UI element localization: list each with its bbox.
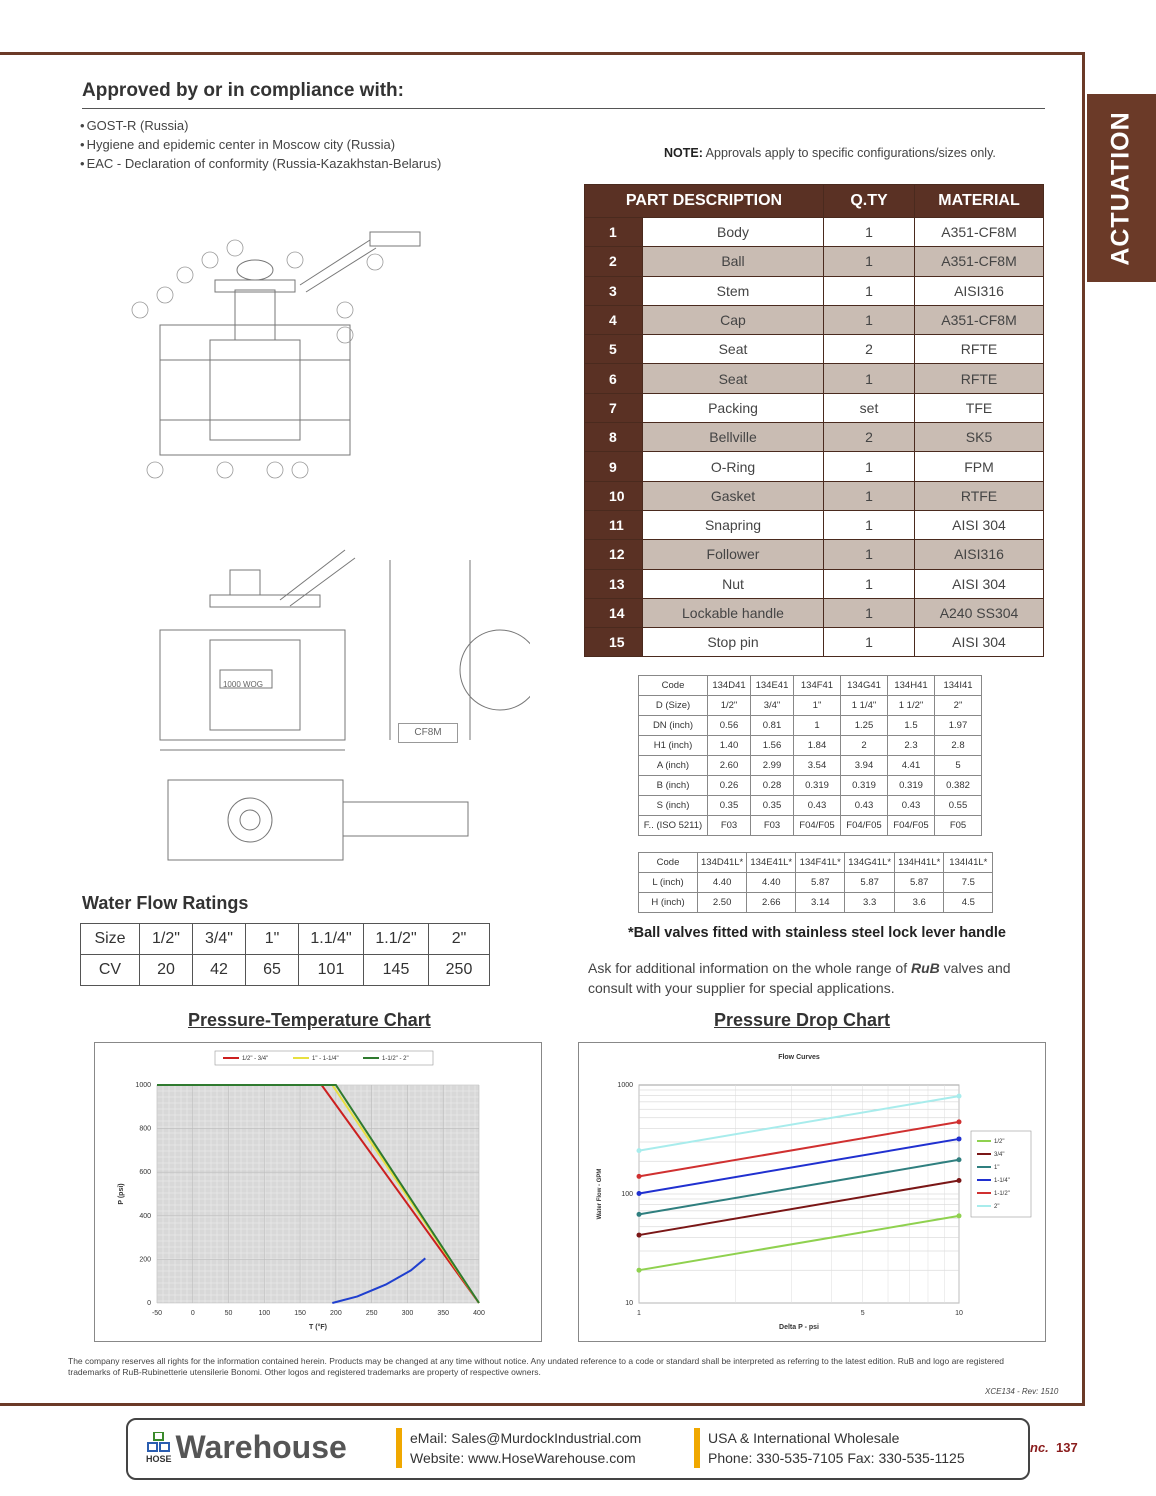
part-description: Stop pin xyxy=(643,628,824,657)
table-row xyxy=(639,736,982,756)
additional-info-text: Ask for additional information on the whole range of RuB valves and consult with your supplier for special applications. xyxy=(588,960,1011,996)
parts-row xyxy=(585,628,1044,657)
x-tick-label: 200 xyxy=(330,1310,342,1317)
part-material: SK5 xyxy=(915,423,1044,452)
parts-row xyxy=(585,452,1044,481)
part-description: Packing xyxy=(643,393,824,422)
table-cell: 1.5 xyxy=(888,716,935,736)
table-cell: 250 xyxy=(429,955,490,986)
part-qty: 1 xyxy=(824,510,915,539)
table-cell: H1 (inch) xyxy=(639,736,708,756)
table-cell: Size xyxy=(81,924,140,955)
table-row xyxy=(639,796,982,816)
table-cell: 2 xyxy=(841,736,888,756)
y-tick-label: 400 xyxy=(139,1212,151,1220)
table-cell: 145 xyxy=(364,955,429,986)
y-axis-label: Water Flow - GPM xyxy=(597,1168,603,1220)
approvals-heading: Approved by or in compliance with: xyxy=(82,80,404,101)
table-row xyxy=(639,873,993,893)
y-tick-label: 200 xyxy=(139,1256,151,1264)
legend-label: 1" - 1-1/4" xyxy=(312,1056,339,1062)
lever-note: *Ball valves fitted with stainless steel lock lever handle xyxy=(628,925,1006,941)
table-cell: 134G41 xyxy=(841,676,888,696)
approval-item: • EAC - Declaration of conformity (Russia-Kazakhstan-Belarus) xyxy=(80,154,441,173)
series-point xyxy=(957,1213,962,1218)
part-qty: set xyxy=(824,393,915,422)
part-qty: 1 xyxy=(824,452,915,481)
part-description: Follower xyxy=(643,540,824,569)
x-tick-label: 1 xyxy=(637,1310,641,1317)
series-point xyxy=(637,1174,642,1179)
table-cell: 0.26 xyxy=(708,776,751,796)
table-cell: 4.41 xyxy=(888,756,935,776)
series-point xyxy=(957,1136,962,1141)
part-number: 10 xyxy=(585,481,643,510)
table-cell: 0.35 xyxy=(751,796,794,816)
hose-warehouse-logo xyxy=(146,1430,347,1464)
legend-label: 1/2" xyxy=(994,1139,1005,1145)
part-material: AISI316 xyxy=(915,276,1044,305)
logo-small-text: HOSE xyxy=(146,1454,172,1464)
part-number: 9 xyxy=(585,452,643,481)
table-cell: 134E41 xyxy=(751,676,794,696)
parts-header-row xyxy=(585,185,1044,218)
part-number: 6 xyxy=(585,364,643,393)
series-point xyxy=(637,1268,642,1273)
y-tick-label: 1000 xyxy=(135,1082,151,1089)
part-description: Snapring xyxy=(643,510,824,539)
table-cell: 1" xyxy=(794,696,841,716)
parts-row xyxy=(585,393,1044,422)
part-number: 2 xyxy=(585,247,643,276)
table-cell: 3.6 xyxy=(895,893,944,913)
valve-dimension-drawing xyxy=(130,540,530,870)
table-cell: 1/2" xyxy=(140,924,193,955)
part-description: Body xyxy=(643,218,824,247)
table-row xyxy=(639,853,993,873)
part-material: A240 SS304 xyxy=(915,598,1044,627)
part-qty: 1 xyxy=(824,540,915,569)
table-cell: 0.319 xyxy=(794,776,841,796)
parts-row xyxy=(585,247,1044,276)
table-cell: 134I41L* xyxy=(944,853,993,873)
water-flow-heading: Water Flow Ratings xyxy=(82,893,249,913)
pressure-temperature-chart xyxy=(95,1043,541,1341)
series-point xyxy=(957,1178,962,1183)
table-cell: 0.43 xyxy=(794,796,841,816)
table-cell: 3.94 xyxy=(841,756,888,776)
table-row xyxy=(639,776,982,796)
table-cell: 0.35 xyxy=(708,796,751,816)
table-cell: 134E41L* xyxy=(747,853,796,873)
part-material: A351-CF8M xyxy=(915,305,1044,334)
table-cell: F04/F05 xyxy=(841,816,888,836)
phone-block xyxy=(694,1428,965,1468)
y-axis-label: P (psi) xyxy=(118,1183,125,1205)
table-cell: 134I41 xyxy=(935,676,982,696)
approval-item: • Hygiene and epidemic center in Moscow city (Russia) xyxy=(80,135,441,154)
parts-row xyxy=(585,423,1044,452)
table-cell: 0.55 xyxy=(935,796,982,816)
x-tick-label: 300 xyxy=(401,1310,414,1317)
x-tick-label: -50 xyxy=(151,1310,163,1317)
parts-row xyxy=(585,276,1044,305)
table-cell: 1.56 xyxy=(751,736,794,756)
parts-row xyxy=(585,364,1044,393)
part-number: 5 xyxy=(585,335,643,364)
part-material: RFTE xyxy=(915,364,1044,393)
approval-note: NOTE: Approvals apply to specific configurations/sizes only. xyxy=(664,146,996,160)
table-cell: 4.40 xyxy=(698,873,747,893)
email-link[interactable]: eMail: Sales@MurdockIndustrial.com xyxy=(410,1430,642,1446)
lever-dimensions-table xyxy=(638,852,993,913)
part-material: AISI316 xyxy=(915,540,1044,569)
table-cell: 134F41 xyxy=(794,676,841,696)
part-qty: 1 xyxy=(824,598,915,627)
table-cell: 5.87 xyxy=(845,873,895,893)
table-cell: B (inch) xyxy=(639,776,708,796)
parts-row xyxy=(585,510,1044,539)
part-number: 12 xyxy=(585,540,643,569)
pressure-drop-chart xyxy=(579,1043,1045,1341)
table-cell: 0.28 xyxy=(751,776,794,796)
table-cell: 1.1/2" xyxy=(364,924,429,955)
parts-row xyxy=(585,598,1044,627)
approval-item: • GOST-R (Russia) xyxy=(80,116,441,135)
table-cell: A (inch) xyxy=(639,756,708,776)
y-tick-label: 0 xyxy=(147,1300,151,1307)
table-cell: 2" xyxy=(429,924,490,955)
table-cell: 3.14 xyxy=(796,893,845,913)
pd-chart-title: Pressure Drop Chart xyxy=(714,1010,891,1030)
table-cell: Code xyxy=(639,853,698,873)
water-flow-table xyxy=(80,923,490,986)
table-cell: H (inch) xyxy=(639,893,698,913)
x-tick-label: 350 xyxy=(437,1310,450,1317)
part-description: Cap xyxy=(643,305,824,334)
y-tick-label: 1000 xyxy=(617,1082,633,1089)
part-material: A351-CF8M xyxy=(915,247,1044,276)
table-cell: 5 xyxy=(935,756,982,776)
legend-label: 3/4" xyxy=(994,1152,1005,1158)
table-cell: 134D41 xyxy=(708,676,751,696)
table-cell: 5.87 xyxy=(895,873,944,893)
chart-subtitle: Flow Curves xyxy=(778,1054,820,1061)
table-cell: 1.25 xyxy=(841,716,888,736)
x-tick-label: 100 xyxy=(258,1310,271,1317)
table-cell: 1 xyxy=(794,716,841,736)
part-material: FPM xyxy=(915,452,1044,481)
x-tick-label: 10 xyxy=(955,1310,963,1317)
table-cell: 0.43 xyxy=(888,796,935,816)
pt-chart-title: Pressure-Temperature Chart xyxy=(188,1010,431,1030)
part-number: 4 xyxy=(585,305,643,334)
table-cell: 0.382 xyxy=(935,776,982,796)
x-tick-label: 150 xyxy=(294,1310,306,1317)
table-cell: 0.56 xyxy=(708,716,751,736)
table-cell: 134H41L* xyxy=(895,853,944,873)
table-cell: F03 xyxy=(708,816,751,836)
table-row xyxy=(639,676,982,696)
dimensions-table xyxy=(638,675,982,836)
table-row xyxy=(639,696,982,716)
logo-text: Warehouse xyxy=(175,1429,347,1465)
part-number: 15 xyxy=(585,628,643,657)
series-point xyxy=(957,1119,962,1124)
table-cell: 2.8 xyxy=(935,736,982,756)
body-mark: 1000 WOG xyxy=(222,680,263,689)
part-number: 14 xyxy=(585,598,643,627)
part-qty: 1 xyxy=(824,481,915,510)
table-cell: 2" xyxy=(935,696,982,716)
series-point xyxy=(637,1212,642,1217)
part-number: 1 xyxy=(585,218,643,247)
section-tab: ACTUATION xyxy=(1087,94,1156,282)
pt-chart-box xyxy=(94,1042,542,1342)
part-description: Gasket xyxy=(643,481,824,510)
table-cell: 3.54 xyxy=(794,756,841,776)
table-cell: F04/F05 xyxy=(794,816,841,836)
revision-code: XCE134 - Rev: 1510 xyxy=(985,1387,1059,1396)
table-row xyxy=(639,893,993,913)
parts-row xyxy=(585,335,1044,364)
table-cell: 1.97 xyxy=(935,716,982,736)
table-cell: 1" xyxy=(246,924,299,955)
table-cell: 4.40 xyxy=(747,873,796,893)
table-cell: 134H41 xyxy=(888,676,935,696)
approvals-list xyxy=(80,116,441,173)
x-tick-label: 400 xyxy=(473,1310,485,1317)
table-cell: 1 1/4" xyxy=(841,696,888,716)
table-cell: 2.66 xyxy=(747,893,796,913)
header-material: MATERIAL xyxy=(915,185,1044,218)
table-cell: 1.84 xyxy=(794,736,841,756)
legend-label: 1/2" - 3/4" xyxy=(242,1056,269,1062)
table-row xyxy=(639,716,982,736)
parts-row xyxy=(585,218,1044,247)
table-cell: 2.60 xyxy=(708,756,751,776)
table-cell: 134G41L* xyxy=(845,853,895,873)
legend-label: 2" xyxy=(994,1204,1000,1210)
table-row xyxy=(639,756,982,776)
parts-row xyxy=(585,540,1044,569)
part-number: 13 xyxy=(585,569,643,598)
x-tick-label: 5 xyxy=(860,1310,865,1317)
series-point xyxy=(957,1157,962,1162)
part-qty: 1 xyxy=(824,218,915,247)
table-cell: 4.5 xyxy=(944,893,993,913)
y-tick-label: 600 xyxy=(139,1169,151,1177)
table-row xyxy=(81,955,490,986)
part-qty: 1 xyxy=(824,364,915,393)
table-cell: 134F41L* xyxy=(796,853,845,873)
table-cell: Code xyxy=(639,676,708,696)
page-number: nc. 137 xyxy=(1030,1440,1078,1455)
part-number: 11 xyxy=(585,510,643,539)
part-material: AISI 304 xyxy=(915,510,1044,539)
table-cell: 0.81 xyxy=(751,716,794,736)
header-qty: Q.TY xyxy=(824,185,915,218)
table-cell: DN (inch) xyxy=(639,716,708,736)
legend-label: 1-1/2" xyxy=(994,1191,1010,1197)
table-cell: F.. (ISO 5211) xyxy=(639,816,708,836)
table-cell: 20 xyxy=(140,955,193,986)
contact-block xyxy=(396,1428,641,1468)
table-cell: L (inch) xyxy=(639,873,698,893)
x-tick-label: 250 xyxy=(365,1310,378,1317)
part-description: Seat xyxy=(643,364,824,393)
phone-text: Phone: 330-535-7105 Fax: 330-535-1125 xyxy=(708,1450,965,1466)
series-point xyxy=(637,1191,642,1196)
table-cell: 65 xyxy=(246,955,299,986)
table-cell: F04/F05 xyxy=(888,816,935,836)
legend-label: 1-1/4" xyxy=(994,1178,1010,1184)
part-qty: 2 xyxy=(824,423,915,452)
table-cell: 7.5 xyxy=(944,873,993,893)
header-part-description: PART DESCRIPTION xyxy=(585,185,824,218)
part-description: Bellville xyxy=(643,423,824,452)
part-material: TFE xyxy=(915,393,1044,422)
table-cell: 1.40 xyxy=(708,736,751,756)
legend-label: 1-1/2" - 2" xyxy=(382,1056,409,1062)
x-axis-label: T (°F) xyxy=(309,1324,327,1331)
part-number: 3 xyxy=(585,276,643,305)
part-material: AISI 304 xyxy=(915,569,1044,598)
table-cell: CV xyxy=(81,955,140,986)
series-point xyxy=(957,1094,962,1099)
parts-table xyxy=(584,184,1044,657)
table-cell: 5.87 xyxy=(796,873,845,893)
table-cell: 42 xyxy=(193,955,246,986)
table-cell: 2.50 xyxy=(698,893,747,913)
part-qty: 1 xyxy=(824,569,915,598)
part-qty: 1 xyxy=(824,276,915,305)
part-description: Nut xyxy=(643,569,824,598)
part-number: 7 xyxy=(585,393,643,422)
y-tick-label: 100 xyxy=(621,1191,633,1198)
part-description: Stem xyxy=(643,276,824,305)
y-tick-label: 10 xyxy=(625,1300,633,1307)
table-cell: S (inch) xyxy=(639,796,708,816)
part-description: Ball xyxy=(643,247,824,276)
table-cell: 0.319 xyxy=(888,776,935,796)
part-qty: 1 xyxy=(824,247,915,276)
table-cell: 3/4" xyxy=(751,696,794,716)
part-material: RFTE xyxy=(915,335,1044,364)
legal-footnote: The company reserves all rights for the information contained herein. Products may be changed at any time without notice. Any undated reference to a code or standard shall be interpreted as referring to the latest edition. RuB and logo are registered trademarks of RuB-Rubinetterie utensilerie Bonomi. Other logos and registered trademarks are property of respective owners. xyxy=(68,1356,1005,1377)
part-description: Seat xyxy=(643,335,824,364)
x-tick-label: 50 xyxy=(224,1310,233,1317)
table-cell: 3/4" xyxy=(193,924,246,955)
part-material: AISI 304 xyxy=(915,628,1044,657)
part-qty: 2 xyxy=(824,335,915,364)
parts-row xyxy=(585,569,1044,598)
table-row xyxy=(639,816,982,836)
table-cell: 1/2" xyxy=(708,696,751,716)
table-cell: 2.3 xyxy=(888,736,935,756)
table-cell: 1.1/4" xyxy=(299,924,364,955)
pd-chart-box xyxy=(578,1042,1046,1342)
legend-label: 1" xyxy=(994,1165,1000,1171)
table-row xyxy=(81,924,490,955)
website-link[interactable]: Website: www.HoseWarehouse.com xyxy=(410,1450,636,1466)
valve-section-drawing xyxy=(130,230,430,490)
part-qty: 1 xyxy=(824,628,915,657)
footer-bar xyxy=(126,1418,1030,1480)
region-text: USA & International Wholesale xyxy=(708,1430,900,1446)
part-number: 8 xyxy=(585,423,643,452)
part-description: Lockable handle xyxy=(643,598,824,627)
parts-row xyxy=(585,305,1044,334)
part-qty: 1 xyxy=(824,305,915,334)
divider xyxy=(82,108,1045,109)
table-cell: 134D41L* xyxy=(698,853,747,873)
logo-squares-icon xyxy=(147,1432,171,1454)
x-tick-label: 0 xyxy=(190,1310,195,1317)
part-material: A351-CF8M xyxy=(915,218,1044,247)
plot-area xyxy=(157,1085,479,1303)
y-tick-label: 800 xyxy=(139,1125,151,1133)
table-cell: 0.43 xyxy=(841,796,888,816)
table-cell: 3.3 xyxy=(845,893,895,913)
table-cell: F05 xyxy=(935,816,982,836)
material-mark: CF8M xyxy=(398,723,458,743)
part-description: O-Ring xyxy=(643,452,824,481)
x-axis-label: Delta P - psi xyxy=(779,1324,819,1331)
part-material: RTFE xyxy=(915,481,1044,510)
table-cell: F03 xyxy=(751,816,794,836)
table-cell: 1 1/2" xyxy=(888,696,935,716)
series-point xyxy=(637,1233,642,1238)
parts-row xyxy=(585,481,1044,510)
table-cell: 0.319 xyxy=(841,776,888,796)
table-cell: 101 xyxy=(299,955,364,986)
series-point xyxy=(637,1148,642,1153)
table-cell: D (Size) xyxy=(639,696,708,716)
table-cell: 2.99 xyxy=(751,756,794,776)
